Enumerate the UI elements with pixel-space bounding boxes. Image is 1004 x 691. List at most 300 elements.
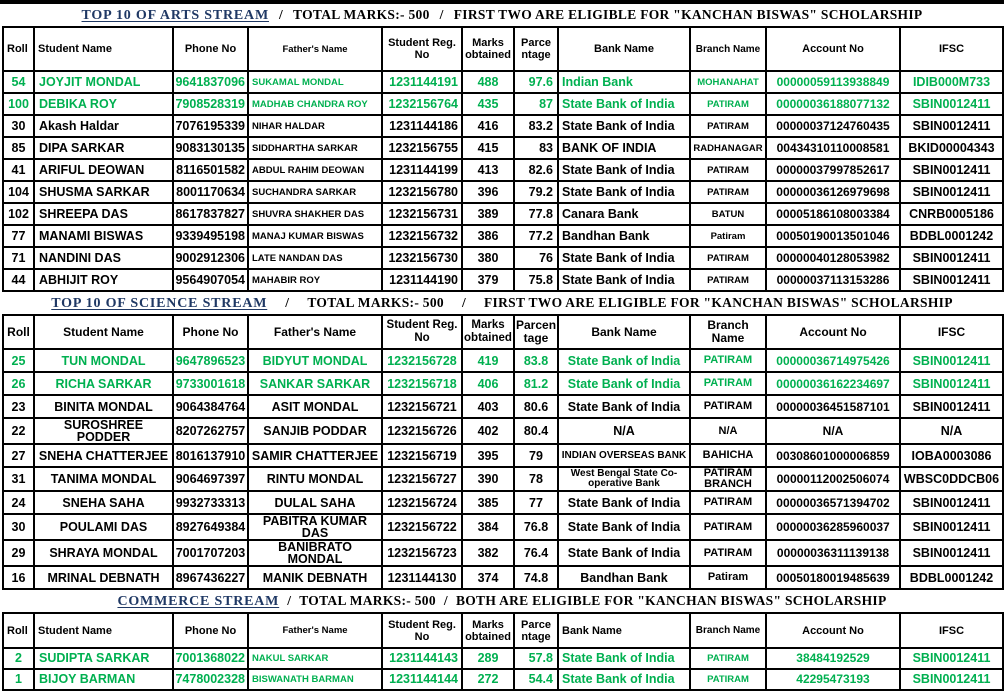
col-header-percentage: Parce ntage	[514, 27, 558, 71]
cell-account-no: 00000036311139138	[766, 540, 900, 566]
science-eligibility-note: FIRST TWO ARE ELIGIBLE FOR "KANCHAN BISWAS" SCHOLARSHIP	[484, 295, 953, 310]
cell-student-name: DIPA SARKAR	[34, 137, 173, 159]
cell-student-reg-no: 1232156780	[382, 181, 462, 203]
cell-bank-name: Indian Bank	[558, 71, 690, 93]
cell-phone-no: 9002912306	[173, 247, 248, 269]
cell-percentage: 54.4	[514, 669, 558, 690]
cell-branch-name: PATIRAM	[690, 159, 766, 181]
cell-percentage: 83.8	[514, 349, 558, 372]
cell-account-no: 00000037113153286	[766, 269, 900, 291]
cell-student-name: SNEHA CHATTERJEE	[34, 444, 173, 467]
cell-roll: 41	[3, 159, 34, 181]
cell-marks-obtained: 374	[462, 566, 514, 589]
cell-bank-name: State Bank of India	[558, 648, 690, 669]
cell-student-name: SUDIPTA SARKAR	[34, 648, 173, 669]
cell-father-name: MANIK DEBNATH	[248, 566, 382, 589]
cell-student-reg-no: 1232156721	[382, 395, 462, 418]
cell-roll: 30	[3, 514, 34, 540]
cell-marks-obtained: 413	[462, 159, 514, 181]
student-row	[3, 467, 1003, 491]
cell-phone-no: 9733001618	[173, 372, 248, 395]
cell-father-name: MAHABIR ROY	[248, 269, 382, 291]
cell-phone-no: 9083130135	[173, 137, 248, 159]
science-section-title	[2, 292, 1002, 314]
arts-stream-name: TOP 10 OF ARTS STREAM	[81, 8, 269, 23]
cell-percentage: 79	[514, 444, 558, 467]
arts-table	[2, 26, 1004, 292]
cell-account-no: 38484192529	[766, 648, 900, 669]
student-row	[3, 93, 1003, 115]
cell-bank-name: Bandhan Bank	[558, 225, 690, 247]
cell-marks-obtained: 406	[462, 372, 514, 395]
col-header-ifsc: IFSC	[900, 27, 1003, 71]
cell-ifsc: IOBA0003086	[900, 444, 1003, 467]
student-row	[3, 514, 1003, 540]
header-row	[3, 315, 1003, 349]
cell-marks-obtained: 402	[462, 418, 514, 444]
cell-student-name: SUROSHREE PODDER	[34, 418, 173, 444]
cell-percentage: 76.4	[514, 540, 558, 566]
cell-father-name: MADHAB CHANDRA ROY	[248, 93, 382, 115]
cell-percentage: 77	[514, 491, 558, 514]
col-header-ifsc: IFSC	[900, 613, 1003, 648]
cell-roll: 31	[3, 467, 34, 491]
col-header-branch-name: Branch Name	[690, 27, 766, 71]
science-stream-name: TOP 10 OF SCIENCE STREAM	[51, 296, 268, 311]
cell-branch-name: RADHANAGAR	[690, 137, 766, 159]
cell-bank-name: State Bank of India	[558, 159, 690, 181]
cell-marks-obtained: 389	[462, 203, 514, 225]
cell-marks-obtained: 386	[462, 225, 514, 247]
cell-ifsc: SBIN0012411	[900, 540, 1003, 566]
student-row	[3, 444, 1003, 467]
section-commerce	[2, 590, 1002, 691]
cell-student-reg-no: 1232156719	[382, 444, 462, 467]
cell-student-reg-no: 1231144130	[382, 566, 462, 589]
cell-marks-obtained: 384	[462, 514, 514, 540]
student-row	[3, 491, 1003, 514]
col-header-marks-obtained: Marks obtained	[462, 613, 514, 648]
cell-roll: 2	[3, 648, 34, 669]
cell-branch-name: PATIRAM	[690, 372, 766, 395]
cell-student-name: RICHA SARKAR	[34, 372, 173, 395]
cell-marks-obtained: 289	[462, 648, 514, 669]
separator: /	[287, 593, 292, 608]
cell-phone-no: 8927649384	[173, 514, 248, 540]
commerce-table	[2, 612, 1004, 691]
cell-student-reg-no: 1232156732	[382, 225, 462, 247]
cell-branch-name: PATIRAM	[690, 269, 766, 291]
col-header-percentage: Parcen tage	[514, 315, 558, 349]
cell-student-name: POULAMI DAS	[34, 514, 173, 540]
cell-account-no: 00434310110008581	[766, 137, 900, 159]
cell-roll: 44	[3, 269, 34, 291]
cell-marks-obtained: 395	[462, 444, 514, 467]
cell-roll: 104	[3, 181, 34, 203]
cell-marks-obtained: 415	[462, 137, 514, 159]
cell-phone-no: 7001707203	[173, 540, 248, 566]
cell-phone-no: 7908528319	[173, 93, 248, 115]
cell-phone-no: 8001170634	[173, 181, 248, 203]
cell-account-no: 00308601000006859	[766, 444, 900, 467]
cell-phone-no: 7001368022	[173, 648, 248, 669]
cell-father-name: SIDDHARTHA SARKAR	[248, 137, 382, 159]
cell-account-no: 00000112002506074	[766, 467, 900, 491]
cell-branch-name: PATIRAM	[690, 669, 766, 690]
col-header-marks-obtained: Marks obtained	[462, 27, 514, 71]
cell-father-name: PABITRA KUMAR DAS	[248, 514, 382, 540]
cell-father-name: SUCHANDRA SARKAR	[248, 181, 382, 203]
col-header-account-no: Account No	[766, 315, 900, 349]
cell-account-no: 00000036451587101	[766, 395, 900, 418]
cell-father-name: ASIT MONDAL	[248, 395, 382, 418]
cell-student-reg-no: 1232156723	[382, 540, 462, 566]
cell-ifsc: WBSC0DDCB06	[900, 467, 1003, 491]
cell-student-reg-no: 1232156764	[382, 93, 462, 115]
cell-student-reg-no: 1231144143	[382, 648, 462, 669]
cell-branch-name: PATIRAM	[690, 514, 766, 540]
cell-phone-no: 9932733313	[173, 491, 248, 514]
col-header-father-name: Father's Name	[248, 315, 382, 349]
cell-account-no: 00050190013501046	[766, 225, 900, 247]
student-row	[3, 115, 1003, 137]
col-header-phone-no: Phone No	[173, 613, 248, 648]
cell-ifsc: SBIN0012411	[900, 93, 1003, 115]
cell-phone-no: 7478002328	[173, 669, 248, 690]
separator: /	[443, 593, 448, 608]
cell-ifsc: IDIB000M733	[900, 71, 1003, 93]
cell-branch-name: Patiram	[690, 225, 766, 247]
science-total-marks-label: TOTAL MARKS:- 500	[307, 295, 444, 310]
cell-phone-no: 9564907054	[173, 269, 248, 291]
cell-ifsc: N/A	[900, 418, 1003, 444]
cell-student-name: TANIMA MONDAL	[34, 467, 173, 491]
cell-ifsc: BKID00004343	[900, 137, 1003, 159]
cell-roll: 85	[3, 137, 34, 159]
cell-percentage: 87	[514, 93, 558, 115]
student-row	[3, 349, 1003, 372]
cell-account-no: 00000036188077132	[766, 93, 900, 115]
cell-account-no: 00000036126979698	[766, 181, 900, 203]
cell-branch-name: PATIRAM	[690, 349, 766, 372]
cell-account-no: 00000036285960037	[766, 514, 900, 540]
cell-bank-name: BANK OF INDIA	[558, 137, 690, 159]
cell-roll: 22	[3, 418, 34, 444]
cell-father-name: SHUVRA SHAKHER DAS	[248, 203, 382, 225]
cell-percentage: 76	[514, 247, 558, 269]
cell-branch-name: BAHICHA	[690, 444, 766, 467]
cell-student-reg-no: 1232156727	[382, 467, 462, 491]
cell-father-name: SAMIR CHATTERJEE	[248, 444, 382, 467]
cell-roll: 54	[3, 71, 34, 93]
col-header-student-reg-no: Student Reg. No	[382, 27, 462, 71]
col-header-student-name: Student Name	[34, 613, 173, 648]
cell-ifsc: SBIN0012411	[900, 181, 1003, 203]
cell-student-reg-no: 1232156755	[382, 137, 462, 159]
cell-student-name: DEBIKA ROY	[34, 93, 173, 115]
cell-bank-name: State Bank of India	[558, 269, 690, 291]
cell-student-name: Akash Haldar	[34, 115, 173, 137]
cell-marks-obtained: 382	[462, 540, 514, 566]
commerce-total-marks-label: TOTAL MARKS:- 500	[299, 593, 436, 608]
cell-branch-name: BATUN	[690, 203, 766, 225]
cell-student-name: JOYJIT MONDAL	[34, 71, 173, 93]
cell-student-reg-no: 1232156730	[382, 247, 462, 269]
cell-student-name: BIJOY BARMAN	[34, 669, 173, 690]
cell-roll: 77	[3, 225, 34, 247]
cell-father-name: MANAJ KUMAR BISWAS	[248, 225, 382, 247]
cell-father-name: RINTU MONDAL	[248, 467, 382, 491]
col-header-student-reg-no: Student Reg. No	[382, 315, 462, 349]
cell-ifsc: SBIN0012411	[900, 269, 1003, 291]
col-header-marks-obtained: Marks obtained	[462, 315, 514, 349]
commerce-section-title	[2, 590, 1002, 612]
cell-phone-no: 8116501582	[173, 159, 248, 181]
cell-branch-name: MOHANAHAT	[690, 71, 766, 93]
cell-branch-name: Patiram	[690, 566, 766, 589]
student-row	[3, 181, 1003, 203]
cell-student-name: SNEHA SAHA	[34, 491, 173, 514]
cell-student-name: SHREEPA DAS	[34, 203, 173, 225]
cell-marks-obtained: 379	[462, 269, 514, 291]
col-header-bank-name: Bank Name	[558, 613, 690, 648]
cell-percentage: 57.8	[514, 648, 558, 669]
cell-account-no: 00000037124760435	[766, 115, 900, 137]
student-row	[3, 540, 1003, 566]
cell-marks-obtained: 488	[462, 71, 514, 93]
cell-student-name: NANDINI DAS	[34, 247, 173, 269]
student-row	[3, 648, 1003, 669]
cell-branch-name: PATIRAM BRANCH	[690, 467, 766, 491]
cell-account-no: 00000036571394702	[766, 491, 900, 514]
cell-percentage: 97.6	[514, 71, 558, 93]
cell-ifsc: SBIN0012411	[900, 372, 1003, 395]
header-row	[3, 613, 1003, 648]
student-row	[3, 159, 1003, 181]
cell-phone-no: 8967436227	[173, 566, 248, 589]
cell-account-no: N/A	[766, 418, 900, 444]
cell-account-no: 00000036714975426	[766, 349, 900, 372]
arts-eligibility-note: FIRST TWO ARE ELIGIBLE FOR "KANCHAN BISWAS" SCHOLARSHIP	[453, 7, 923, 22]
section-science	[2, 292, 1002, 590]
cell-marks-obtained: 419	[462, 349, 514, 372]
cell-bank-name: State Bank of India	[558, 349, 690, 372]
cell-marks-obtained: 396	[462, 181, 514, 203]
cell-roll: 25	[3, 349, 34, 372]
student-row	[3, 566, 1003, 589]
cell-bank-name: INDIAN OVERSEAS BANK	[558, 444, 690, 467]
cell-bank-name: Canara Bank	[558, 203, 690, 225]
cell-ifsc: SBIN0012411	[900, 395, 1003, 418]
cell-phone-no: 9064384764	[173, 395, 248, 418]
cell-ifsc: SBIN0012411	[900, 648, 1003, 669]
cell-student-name: MRINAL DEBNATH	[34, 566, 173, 589]
cell-percentage: 77.2	[514, 225, 558, 247]
col-header-bank-name: Bank Name	[558, 27, 690, 71]
cell-ifsc: CNRB0005186	[900, 203, 1003, 225]
cell-student-name: BINITA MONDAL	[34, 395, 173, 418]
student-row	[3, 71, 1003, 93]
cell-student-reg-no: 1231144190	[382, 269, 462, 291]
col-header-account-no: Account No	[766, 27, 900, 71]
cell-ifsc: SBIN0012411	[900, 159, 1003, 181]
col-header-account-no: Account No	[766, 613, 900, 648]
cell-roll: 24	[3, 491, 34, 514]
cell-account-no: 00050180019485639	[766, 566, 900, 589]
student-row	[3, 669, 1003, 690]
cell-student-name: MANAMI BISWAS	[34, 225, 173, 247]
cell-father-name: NIHAR HALDAR	[248, 115, 382, 137]
cell-roll: 71	[3, 247, 34, 269]
commerce-stream-name: COMMERCE STREAM	[117, 594, 280, 609]
cell-bank-name: N/A	[558, 418, 690, 444]
cell-account-no: 00000040128053982	[766, 247, 900, 269]
col-header-phone-no: Phone No	[173, 315, 248, 349]
cell-marks-obtained: 272	[462, 669, 514, 690]
cell-phone-no: 9641837096	[173, 71, 248, 93]
cell-phone-no: 7076195339	[173, 115, 248, 137]
cell-father-name: BIDYUT MONDAL	[248, 349, 382, 372]
cell-bank-name: State Bank of India	[558, 395, 690, 418]
cell-bank-name: State Bank of India	[558, 540, 690, 566]
cell-roll: 1	[3, 669, 34, 690]
cell-percentage: 79.2	[514, 181, 558, 203]
cell-ifsc: SBIN0012411	[900, 669, 1003, 690]
student-row	[3, 247, 1003, 269]
scholarship-document	[0, 4, 1004, 691]
cell-account-no: 42295473193	[766, 669, 900, 690]
separator: /	[285, 295, 290, 310]
col-header-ifsc: IFSC	[900, 315, 1003, 349]
arts-total-marks-label: TOTAL MARKS:- 500	[293, 7, 430, 22]
cell-phone-no: 8617837827	[173, 203, 248, 225]
cell-bank-name: West Bengal State Co-operative Bank	[558, 467, 690, 491]
col-header-roll: Roll	[3, 315, 34, 349]
cell-marks-obtained: 390	[462, 467, 514, 491]
student-row	[3, 225, 1003, 247]
col-header-roll: Roll	[3, 27, 34, 71]
separator: /	[278, 7, 284, 22]
cell-father-name: BANIBRATO MONDAL	[248, 540, 382, 566]
cell-roll: 30	[3, 115, 34, 137]
cell-branch-name: PATIRAM	[690, 247, 766, 269]
cell-percentage: 83	[514, 137, 558, 159]
col-header-father-name: Father's Name	[248, 613, 382, 648]
cell-marks-obtained: 416	[462, 115, 514, 137]
cell-student-reg-no: 1232156728	[382, 349, 462, 372]
cell-ifsc: BDBL0001242	[900, 225, 1003, 247]
col-header-father-name: Father's Name	[248, 27, 382, 71]
cell-branch-name: PATIRAM	[690, 93, 766, 115]
cell-marks-obtained: 435	[462, 93, 514, 115]
student-row	[3, 418, 1003, 444]
cell-ifsc: SBIN0012411	[900, 247, 1003, 269]
cell-father-name: SANKAR SARKAR	[248, 372, 382, 395]
cell-student-reg-no: 1232156722	[382, 514, 462, 540]
cell-roll: 26	[3, 372, 34, 395]
col-header-branch-name: Branch Name	[690, 613, 766, 648]
col-header-branch-name: Branch Name	[690, 315, 766, 349]
cell-account-no: 00005186108003384	[766, 203, 900, 225]
col-header-roll: Roll	[3, 613, 34, 648]
cell-bank-name: State Bank of India	[558, 181, 690, 203]
cell-roll: 16	[3, 566, 34, 589]
cell-percentage: 80.4	[514, 418, 558, 444]
cell-father-name: LATE NANDAN DAS	[248, 247, 382, 269]
cell-percentage: 82.6	[514, 159, 558, 181]
separator: /	[439, 7, 444, 22]
cell-phone-no: 9339495198	[173, 225, 248, 247]
cell-percentage: 83.2	[514, 115, 558, 137]
cell-student-reg-no: 1232156718	[382, 372, 462, 395]
cell-father-name: SUKAMAL MONDAL	[248, 71, 382, 93]
cell-bank-name: State Bank of India	[558, 115, 690, 137]
header-row	[3, 27, 1003, 71]
cell-father-name: NAKUL SARKAR	[248, 648, 382, 669]
cell-account-no: 00000037997852617	[766, 159, 900, 181]
cell-student-reg-no: 1231144191	[382, 71, 462, 93]
cell-phone-no: 9647896523	[173, 349, 248, 372]
cell-roll: 102	[3, 203, 34, 225]
cell-ifsc: SBIN0012411	[900, 349, 1003, 372]
student-row	[3, 137, 1003, 159]
cell-branch-name: PATIRAM	[690, 115, 766, 137]
cell-father-name: SANJIB PODDAR	[248, 418, 382, 444]
cell-roll: 23	[3, 395, 34, 418]
col-header-student-name: Student Name	[34, 27, 173, 71]
cell-branch-name: PATIRAM	[690, 181, 766, 203]
cell-student-reg-no: 1232156724	[382, 491, 462, 514]
cell-student-name: SHRAYA MONDAL	[34, 540, 173, 566]
separator: /	[461, 295, 467, 310]
cell-roll: 27	[3, 444, 34, 467]
section-arts	[2, 4, 1002, 292]
cell-percentage: 77.8	[514, 203, 558, 225]
cell-branch-name: PATIRAM	[690, 395, 766, 418]
cell-father-name: BISWANATH BARMAN	[248, 669, 382, 690]
cell-percentage: 74.8	[514, 566, 558, 589]
cell-branch-name: PATIRAM	[690, 648, 766, 669]
cell-marks-obtained: 403	[462, 395, 514, 418]
cell-branch-name: PATIRAM	[690, 491, 766, 514]
cell-account-no: 00000059113938849	[766, 71, 900, 93]
cell-account-no: 00000036162234697	[766, 372, 900, 395]
cell-phone-no: 8207262757	[173, 418, 248, 444]
cell-marks-obtained: 385	[462, 491, 514, 514]
cell-roll: 29	[3, 540, 34, 566]
cell-ifsc: SBIN0012411	[900, 115, 1003, 137]
cell-bank-name: State Bank of India	[558, 491, 690, 514]
student-row	[3, 203, 1003, 225]
col-header-bank-name: Bank Name	[558, 315, 690, 349]
cell-student-reg-no: 1231144199	[382, 159, 462, 181]
cell-percentage: 80.6	[514, 395, 558, 418]
cell-student-reg-no: 1232156731	[382, 203, 462, 225]
commerce-eligibility-note: BOTH ARE ELIGIBLE FOR "KANCHAN BISWAS" SCHOLARSHIP	[455, 593, 887, 608]
cell-ifsc: BDBL0001242	[900, 566, 1003, 589]
col-header-student-reg-no: Student Reg. No	[382, 613, 462, 648]
cell-percentage: 81.2	[514, 372, 558, 395]
cell-phone-no: 8016137910	[173, 444, 248, 467]
cell-percentage: 76.8	[514, 514, 558, 540]
cell-bank-name: State Bank of India	[558, 247, 690, 269]
cell-percentage: 78	[514, 467, 558, 491]
cell-ifsc: SBIN0012411	[900, 491, 1003, 514]
cell-student-reg-no: 1231144186	[382, 115, 462, 137]
student-row	[3, 395, 1003, 418]
cell-bank-name: State Bank of India	[558, 372, 690, 395]
student-row	[3, 372, 1003, 395]
